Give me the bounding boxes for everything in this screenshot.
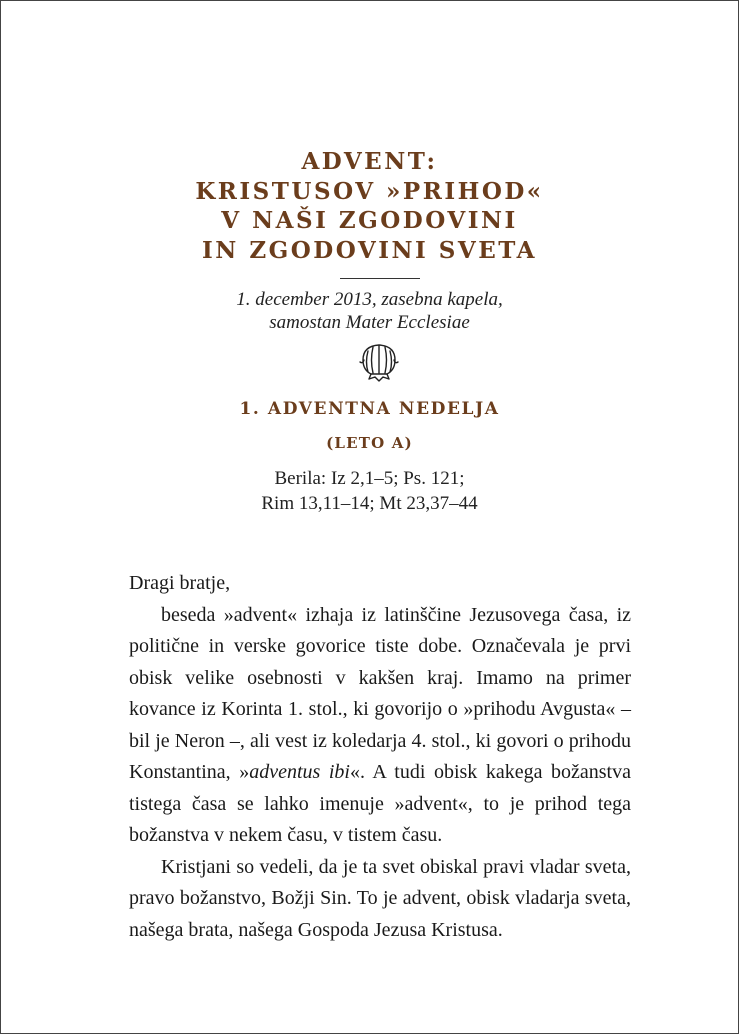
chapter-title: [1, 147, 738, 265]
shell-icon: [357, 340, 401, 384]
chapter-title-line: KRISTUSOV »PRIHOD«: [195, 177, 544, 205]
occasion-info: [1, 288, 738, 334]
sunday-heading: 1. ADVENTNA NEDELJA: [239, 399, 500, 419]
salutation: Dragi bratje,: [129, 572, 231, 594]
paragraph: [129, 600, 631, 852]
chapter-title-line: ADVENT:: [301, 148, 438, 175]
homily-text: [129, 568, 631, 946]
readings-line: Rim 13,11–14; Mt 23,37–44: [261, 493, 478, 514]
chapter-title-line: V NAŠI ZGODOVINI: [221, 207, 518, 234]
paragraph-text: «. A tudi obisk kakega božanstva tistega časa se lahko imenuje »advent«, to je prihod tega božanstva v nekem času, v tistem času.: [129, 761, 631, 846]
readings: [1, 466, 738, 516]
liturgical-year: (LETO A): [326, 434, 413, 452]
latin-phrase: adventus ibi: [249, 761, 350, 783]
paragraph: Kristjani so vedeli, da je ta svet obiskal pravi vladar sveta, pravo božanstvo, Božji Sin. To je advent, obisk vladarja sveta, našega brata, našega Gospoda Jezusa Kristusa.: [129, 855, 631, 941]
readings-line: Berila: Iz 2,1–5; Ps. 121;: [274, 468, 465, 489]
paragraph-text: beseda »advent« izhaja iz latinščine Jezusovega časa, iz politične in verske govorice tiste dobe. Označevala je prvi obisk velike osebnosti v kakšen kraj. Imamo na primer kovance iz Korinta 1. stol., ki govorijo o »prihodu Avgusta« – bil je Neron –, ali vest iz koledarja 4. stol., ki govori o prihodu Konstantina, »: [129, 603, 631, 783]
occasion-date-place: 1. december 2013, zasebna kapela,: [236, 289, 503, 310]
occasion-location: samostan Mater Ecclesiae: [269, 312, 470, 333]
chapter-title-line: IN ZGODOVINI SVETA: [202, 236, 537, 264]
title-divider: [340, 278, 420, 279]
